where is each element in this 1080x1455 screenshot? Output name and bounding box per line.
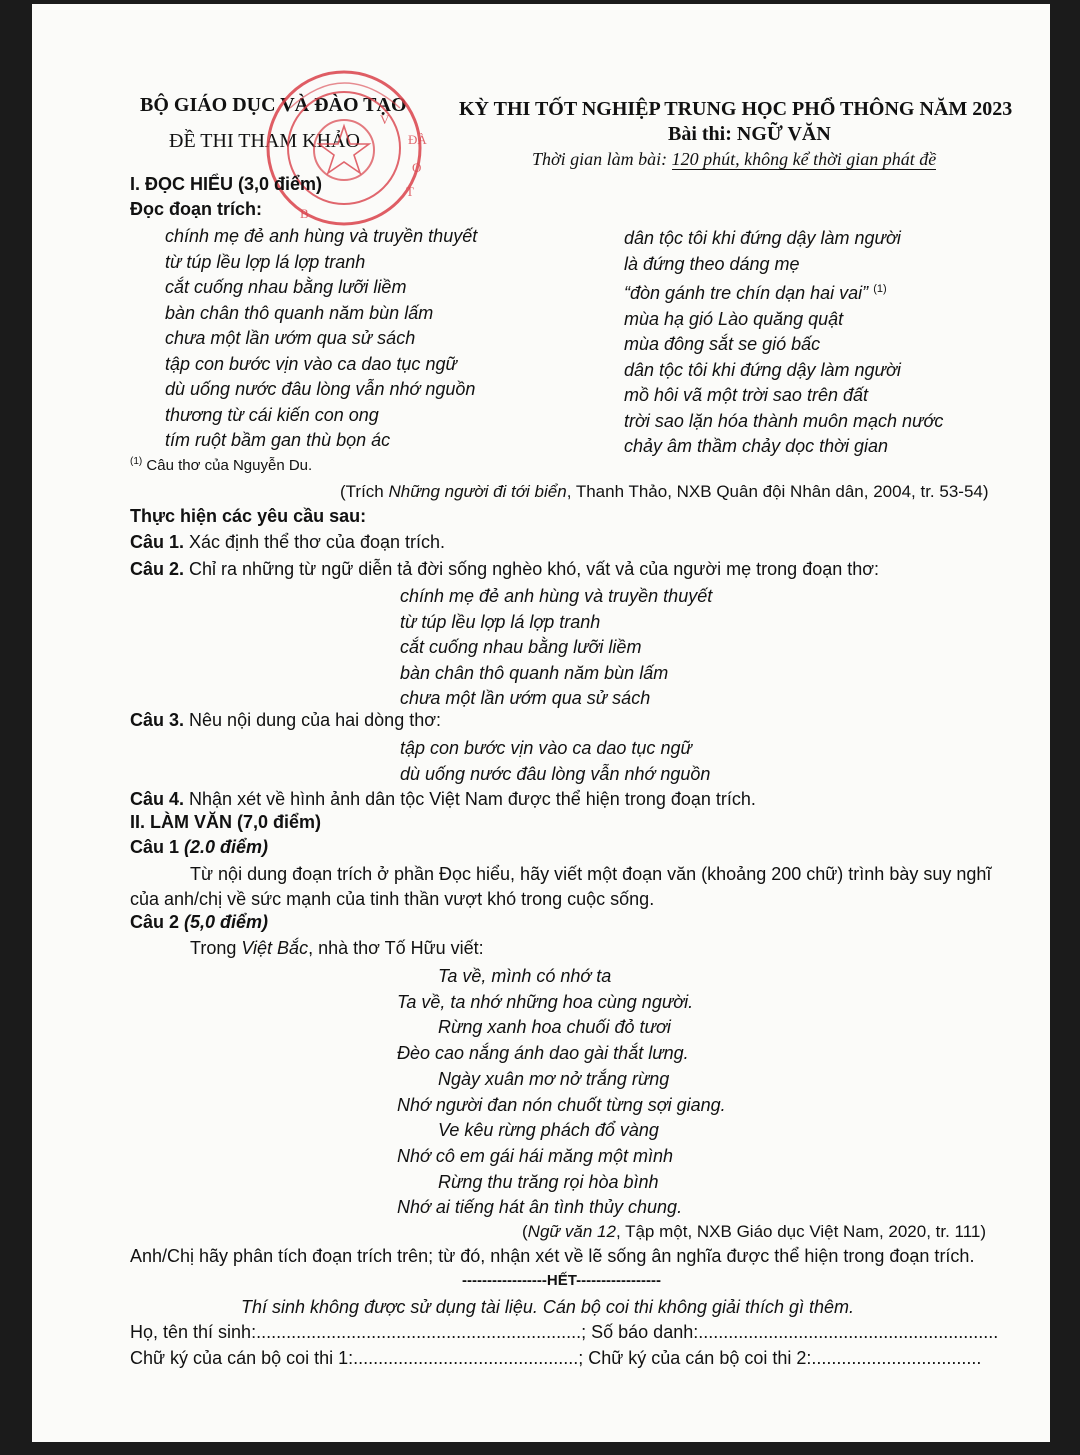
question-4: Câu 4. Nhận xét về hình ảnh dân tộc Việt Nam được thể hiện trong đoạn trích. xyxy=(130,789,756,809)
poem-line: dân tộc tôi khi đứng dậy làm người xyxy=(624,359,901,380)
question-2-quote xyxy=(400,584,712,712)
exam-notice: Thí sinh không được sử dụng tài liệu. Cán bộ coi thi không giải thích gì thêm. xyxy=(241,1297,855,1317)
poem-line: mồ hôi vã một trời sao trên đất xyxy=(624,385,868,405)
ministry-name: BỘ GIÁO DỤC VÀ ĐÀO TẠO xyxy=(140,94,407,116)
end-mark: -----------------HẾT----------------- xyxy=(462,1272,662,1289)
poem-line: từ túp lều lợp lá lợp tranh xyxy=(165,251,366,272)
quote-line: tập con bước vịn vào ca dao tục ngữ xyxy=(400,738,692,758)
essay-question-1-label: Câu 1 (2.0 điểm) xyxy=(130,837,269,857)
part1-intro: Đọc đoạn trích: xyxy=(130,199,263,219)
essay-question-2-label: Câu 2 (5,0 điểm) xyxy=(130,912,269,932)
svg-text:V: V xyxy=(380,112,390,127)
poem-line: trời sao lặn hóa thành muôn mạch nước xyxy=(624,410,944,431)
poem-line: Rừng xanh hoa chuối đỏ tươi xyxy=(438,1017,671,1038)
poem-line: dân tộc tôi khi đứng dậy làm người xyxy=(624,228,901,248)
svg-text:O: O xyxy=(412,160,422,175)
poem-line: dù uống nước đâu lòng vẫn nhớ nguồn xyxy=(165,379,476,399)
poem-line: Rừng thu trăng rọi hòa bình xyxy=(438,1171,659,1192)
svg-text:B: B xyxy=(300,206,309,221)
subject: Bài thi: NGỮ VĂN xyxy=(668,123,831,145)
poem-line: mùa hạ gió Lào quăng quật xyxy=(624,308,844,329)
doc-type: ĐỀ THI THAM KHẢO xyxy=(169,130,360,152)
poem-line: cắt cuống nhau bằng lưỡi liềm xyxy=(165,277,407,297)
footnote: $^{(1)}$ Câu thơ của Nguyễn Du. xyxy=(130,456,313,474)
essay-question-1-line1: Từ nội dung đoạn trích ở phần Đọc hiểu, hãy viết một đoạn văn (khoảng 200 chữ) trình bày suy nghĩ xyxy=(190,864,992,884)
poem-left-column xyxy=(165,224,477,454)
essay-question-1-line2: của anh/chị về sức mạnh của tinh thần vượt khó trong cuộc sống. xyxy=(130,889,655,909)
poem-line: Ve kêu rừng phách đổ vàng xyxy=(438,1120,659,1141)
question-3-quote xyxy=(400,736,710,787)
poem-line: là đứng theo dáng mẹ xyxy=(624,253,800,274)
poem-line: Nhớ ai tiếng hát ân tình thủy chung. xyxy=(397,1197,683,1218)
poem-line: tập con bước vịn vào ca dao tục ngữ xyxy=(165,353,457,374)
svg-text:ĐÀ: ĐÀ xyxy=(408,132,427,147)
part2-heading: II. LÀM VĂN (7,0 điểm) xyxy=(130,812,322,832)
time-limit: Thời gian làm bài: 120 phút, không kể thời gian phát đề xyxy=(532,149,937,169)
poem-line: Nhớ người đan nón chuốt từng sợi giang. xyxy=(397,1094,726,1115)
essay-question-2-task: Anh/Chị hãy phân tích đoạn trích trên; từ đó, nhận xét về lẽ sống ân nghĩa được thể hiện trong đoạn trích. xyxy=(130,1246,975,1266)
question-1: Câu 1. Xác định thể thơ của đoạn trích. xyxy=(130,532,445,552)
source-citation: (Trích Những người đi tới biển, Thanh Thảo, NXB Quân đội Nhân dân, 2004, tr. 53-54) xyxy=(340,482,989,501)
invigilator-signature-line: Chữ ký của cán bộ coi thi 1:.............................................; Chữ ký của cán bộ coi thi 2:.................................. xyxy=(130,1348,982,1368)
quote-line: dù uống nước đâu lòng vẫn nhớ nguồn xyxy=(400,763,711,784)
part1-heading: I. ĐỌC HIỂU (3,0 điểm) xyxy=(130,174,323,194)
poem-line: Nhớ cô em gái hái măng một mình xyxy=(397,1145,674,1166)
quote-line: chưa một lần ướm qua sử sách xyxy=(400,688,651,708)
footnote-ref: (1) xyxy=(873,283,887,295)
poem-line: chảy âm thầm chảy dọc thời gian xyxy=(624,436,889,456)
tasks-heading: Thực hiện các yêu cầu sau: xyxy=(130,506,367,526)
poem-line: Ta về, ta nhớ những hoa cùng người. xyxy=(397,991,694,1012)
poem-line: tím ruột bầm gan thù bọn ác xyxy=(165,430,391,450)
question-3: Câu 3. Nêu nội dung của hai dòng thơ: xyxy=(130,710,442,730)
quote-line: từ túp lều lợp lá lợp tranh xyxy=(400,611,601,632)
poem-line: thương từ cái kiến con ong xyxy=(165,404,379,425)
poem-line: mùa đông sắt se gió bấc xyxy=(624,334,821,354)
candidate-info-line: Họ, tên thí sinh:.................................................................; Số báo danh:............................................................ xyxy=(130,1322,999,1342)
quote-line: chính mẹ đẻ anh hùng và truyền thuyết xyxy=(400,586,713,606)
poem-line: Ta về, mình có nhớ ta xyxy=(438,966,612,986)
poem-right-column xyxy=(624,226,943,460)
poem-line: bàn chân thô quanh năm bùn lấm xyxy=(165,302,434,323)
poem-source: (Ngữ văn 12, Tập một, NXB Giáo dục Việt Nam, 2020, tr. 111) xyxy=(522,1222,987,1241)
poem-line: chưa một lần ướm qua sử sách xyxy=(165,328,416,348)
quote-line: cắt cuống nhau bằng lưỡi liềm xyxy=(400,637,642,657)
svg-text:T: T xyxy=(406,184,414,199)
exam-title: KỲ THI TỐT NGHIỆP TRUNG HỌC PHỔ THÔNG NĂM 2023 xyxy=(459,98,1013,120)
poem-line: Đèo cao nắng ánh dao gài thắt lưng. xyxy=(397,1043,689,1064)
essay-question-2-intro: Trong Việt Bắc, nhà thơ Tố Hữu viết: xyxy=(190,938,484,958)
viet-bac-poem xyxy=(397,964,726,1221)
question-2: Câu 2. Chỉ ra những từ ngữ diễn tả đời sống nghèo khó, vất vả của người mẹ trong đoạn thơ: xyxy=(130,559,880,579)
quote-line: bàn chân thô quanh năm bùn lấm xyxy=(400,662,669,683)
poem-line: Ngày xuân mơ nở trắng rừng xyxy=(438,1068,670,1089)
poem-line: chính mẹ đẻ anh hùng và truyền thuyết xyxy=(165,226,478,246)
exam-page xyxy=(32,4,1050,1442)
poem-line: “đòn gánh tre chín dạn hai vai” $^{(1)}$ xyxy=(624,283,887,303)
